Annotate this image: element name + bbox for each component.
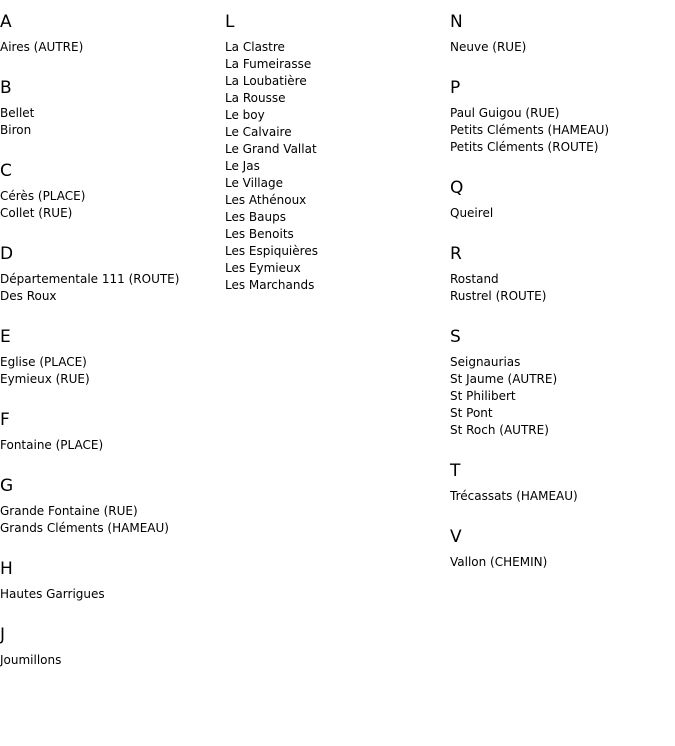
- letter-section: [450, 241, 675, 305]
- street-list: [225, 39, 445, 294]
- letter-section: [450, 324, 675, 439]
- street-name[interactable]: Neuve (RUE): [450, 40, 527, 54]
- street-name[interactable]: Grande Fontaine (RUE): [0, 504, 138, 518]
- letter-heading: V: [450, 527, 462, 547]
- letter-heading: C: [0, 161, 12, 181]
- index-column: [0, 9, 220, 688]
- street-list: [0, 652, 220, 669]
- street-name[interactable]: Les Espiquières: [225, 244, 318, 258]
- letter-section: [0, 241, 220, 305]
- street-name[interactable]: Eglise (PLACE): [0, 355, 87, 369]
- letter-section: [0, 75, 220, 139]
- street-list: [0, 271, 220, 305]
- street-list: [450, 105, 675, 156]
- letter-section: [450, 9, 675, 56]
- street-list: [450, 554, 675, 571]
- street-name[interactable]: Le Jas: [225, 159, 260, 173]
- street-name[interactable]: Hautes Garrigues: [0, 587, 105, 601]
- street-name[interactable]: La Clastre: [225, 40, 285, 54]
- letter-section: [225, 9, 445, 294]
- letter-heading: J: [0, 625, 6, 645]
- letter-heading: T: [450, 461, 461, 481]
- letter-heading: L: [225, 12, 235, 32]
- street-name[interactable]: Grands Cléments (HAMEAU): [0, 521, 169, 535]
- letter-section: [0, 324, 220, 388]
- letter-section: [450, 458, 675, 505]
- letter-heading: F: [0, 410, 10, 430]
- street-list: [450, 39, 675, 56]
- letter-heading: S: [450, 327, 461, 347]
- street-name[interactable]: Fontaine (PLACE): [0, 438, 104, 452]
- street-name[interactable]: Le Calvaire: [225, 125, 292, 139]
- letter-section: [0, 158, 220, 222]
- street-name[interactable]: Les Baups: [225, 210, 286, 224]
- letter-heading: N: [450, 12, 463, 32]
- street-name[interactable]: Eymieux (RUE): [0, 372, 90, 386]
- street-name[interactable]: St Pont: [450, 406, 493, 420]
- street-list: [450, 205, 675, 222]
- street-name[interactable]: Les Athénoux: [225, 193, 307, 207]
- letter-heading: G: [0, 476, 14, 496]
- letter-heading: D: [0, 244, 14, 264]
- street-name[interactable]: Les Benoits: [225, 227, 294, 241]
- street-name[interactable]: Paul Guigou (RUE): [450, 106, 560, 120]
- street-name[interactable]: Des Roux: [0, 289, 57, 303]
- letter-section: [0, 473, 220, 537]
- letter-section: [0, 556, 220, 603]
- street-name[interactable]: Départementale 111 (ROUTE): [0, 272, 180, 286]
- street-name[interactable]: Rostand: [450, 272, 499, 286]
- street-list: [0, 39, 220, 56]
- street-name[interactable]: Les Marchands: [225, 278, 315, 292]
- street-name[interactable]: Biron: [0, 123, 32, 137]
- letter-heading: B: [0, 78, 12, 98]
- letter-heading: A: [0, 12, 12, 32]
- street-list: [0, 503, 220, 537]
- letter-section: [0, 622, 220, 669]
- street-name[interactable]: La Fumeirasse: [225, 57, 312, 71]
- letter-heading: P: [450, 78, 461, 98]
- street-name[interactable]: Queirel: [450, 206, 494, 220]
- street-name[interactable]: Rustrel (ROUTE): [450, 289, 547, 303]
- street-list: [450, 488, 675, 505]
- street-list: [0, 354, 220, 388]
- street-name[interactable]: Collet (RUE): [0, 206, 73, 220]
- letter-heading: R: [450, 244, 462, 264]
- street-name[interactable]: St Philibert: [450, 389, 516, 403]
- street-name[interactable]: Les Eymieux: [225, 261, 301, 275]
- street-name[interactable]: Cérès (PLACE): [0, 189, 86, 203]
- street-name[interactable]: Le boy: [225, 108, 265, 122]
- street-list: [0, 586, 220, 603]
- letter-section: [450, 75, 675, 156]
- street-name[interactable]: Seignaurias: [450, 355, 521, 369]
- street-name[interactable]: Bellet: [0, 106, 35, 120]
- street-name[interactable]: Joumillons: [0, 653, 62, 667]
- street-name[interactable]: La Loubatière: [225, 74, 307, 88]
- street-list: [450, 271, 675, 305]
- street-name[interactable]: Le Grand Vallat: [225, 142, 317, 156]
- street-name[interactable]: St Roch (AUTRE): [450, 423, 549, 437]
- index-column: [450, 9, 675, 590]
- index-column: [225, 9, 445, 313]
- street-list: [0, 105, 220, 139]
- street-name[interactable]: Trécassats (HAMEAU): [450, 489, 578, 503]
- letter-heading: H: [0, 559, 13, 579]
- street-list: [0, 437, 220, 454]
- letter-section: [450, 524, 675, 571]
- letter-heading: E: [0, 327, 11, 347]
- street-name[interactable]: St Jaume (AUTRE): [450, 372, 558, 386]
- letter-section: [0, 9, 220, 56]
- street-name[interactable]: Le Village: [225, 176, 283, 190]
- street-name[interactable]: Petits Cléments (ROUTE): [450, 140, 599, 154]
- street-name[interactable]: Vallon (CHEMIN): [450, 555, 548, 569]
- street-name[interactable]: Petits Cléments (HAMEAU): [450, 123, 610, 137]
- street-name[interactable]: Aires (AUTRE): [0, 40, 84, 54]
- letter-section: [0, 407, 220, 454]
- letter-section: [450, 175, 675, 222]
- letter-heading: Q: [450, 178, 464, 198]
- street-name[interactable]: La Rousse: [225, 91, 286, 105]
- street-list: [450, 354, 675, 439]
- street-list: [0, 188, 220, 222]
